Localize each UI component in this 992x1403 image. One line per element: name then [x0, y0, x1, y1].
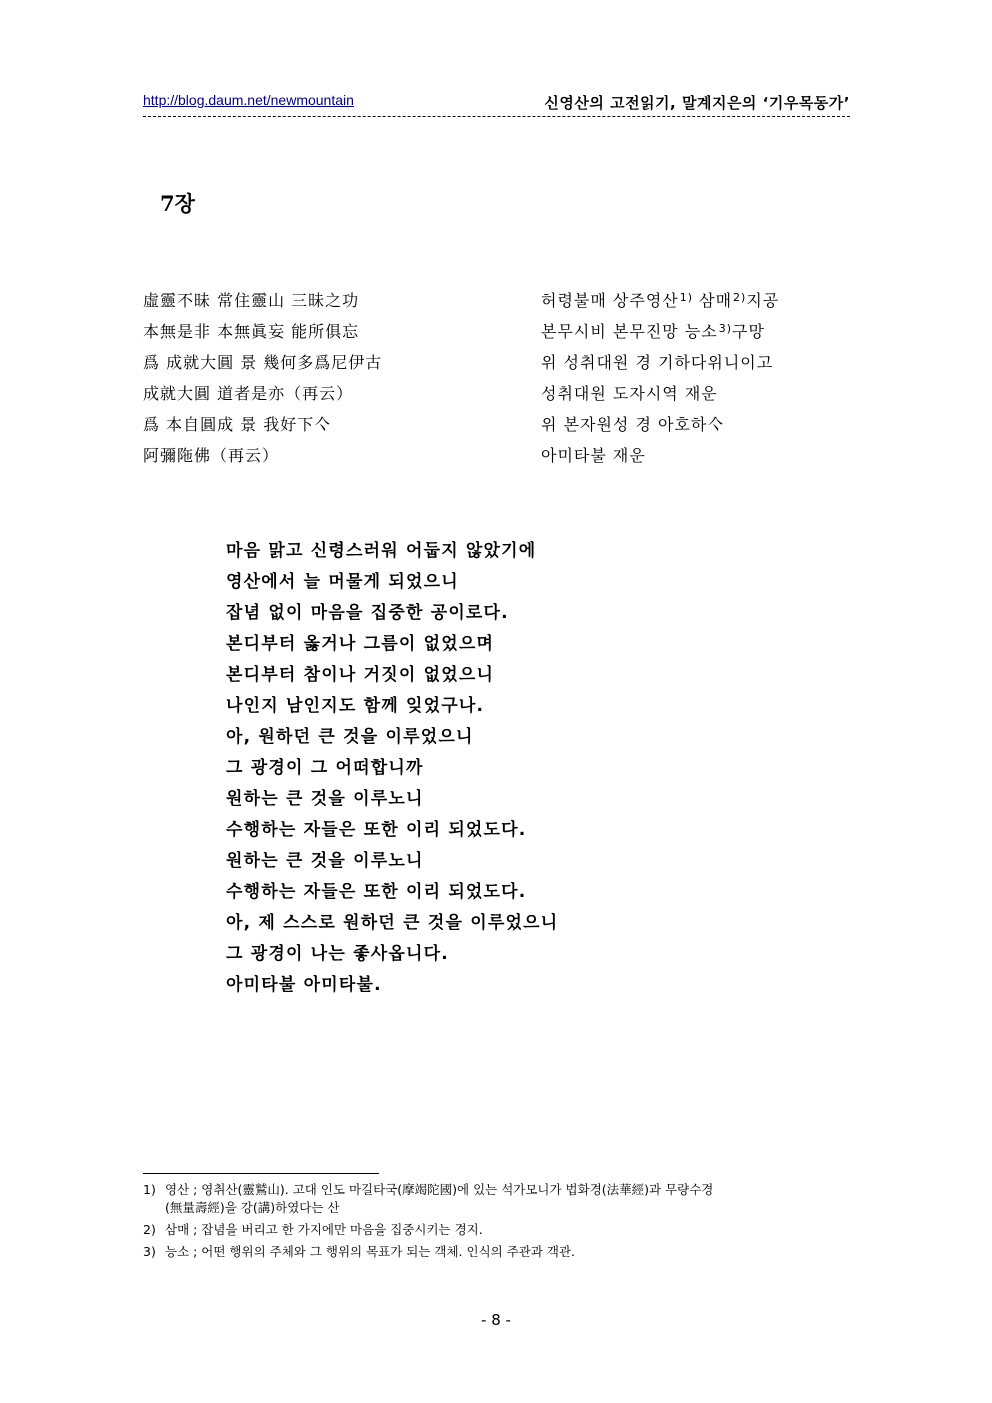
footnote-reference: 1): [679, 291, 694, 304]
footnote-continuation: (無量壽經)을 강(講)하였다는 산: [165, 1200, 340, 1215]
footnote-text: 삼매 ; 잡념을 버리고 한 가지에만 마음을 집중시키는 경지.: [165, 1222, 483, 1237]
footnote-number: 2): [143, 1222, 156, 1237]
translation-line: 아미타불 아미타불.: [226, 975, 382, 995]
verse-hanja-line: 阿彌陁佛（再云）: [143, 446, 280, 465]
verse-hanja-line: 成就大圓 道者是亦（再云）: [143, 384, 354, 403]
verse-text: 삼매: [693, 291, 733, 310]
verse-hanja-line: 虛靈不昧 常住靈山 三昧之功: [143, 291, 360, 310]
footnote-list: [143, 1181, 855, 1265]
verse-hangul-line: [541, 321, 779, 352]
header-dashed-divider: [143, 116, 850, 117]
verse-hangul-line: 아미타불 재운: [541, 446, 646, 465]
translation-line: 수행하는 자들은 또한 이리 되었도다.: [226, 820, 527, 840]
footnote-number: 1): [143, 1182, 156, 1197]
verse-hangul-line: 위 본자원성 경 아호하亽: [541, 415, 725, 434]
footnote-item: [143, 1181, 855, 1217]
translation-line: 잡념 없이 마음을 집중한 공이로다.: [226, 603, 509, 623]
verse-hangul-line: [541, 290, 779, 321]
translation-line: 그 광경이 나는 좋사옵니다.: [226, 944, 449, 964]
footnote-reference: 3): [718, 322, 733, 335]
header-title: 신영산의 고전읽기, 말계지은의 ‘기우목동가’: [544, 94, 850, 112]
footnote-text: 영산 ; 영취산(靈鷲山). 고대 인도 마길타국(摩竭陀國)에 있는 석가모니가 법화경(法華經)과 무량수경: [165, 1182, 714, 1197]
translation-list: [226, 540, 558, 1005]
translation-line: 수행하는 자들은 또한 이리 되었도다.: [226, 882, 527, 902]
blog-url-link[interactable]: http://blog.daum.net/newmountain: [143, 92, 354, 108]
verse-text: 본무시비 본무진망 능소: [541, 322, 718, 341]
translation-line: 그 광경이 그 어떠합니까: [226, 758, 424, 778]
verse-text: 허령불매 상주영산: [541, 291, 679, 310]
translation-line: 나인지 남인지도 함께 잊었구나.: [226, 696, 485, 716]
footnote-number: 3): [143, 1244, 156, 1259]
verse-text: 지공: [746, 291, 780, 310]
verse-hanja-line: 爲 本自圓成 景 我好下亽: [143, 415, 332, 434]
translation-line: 원하는 큰 것을 이루노니: [226, 789, 424, 809]
page-number: - 8 -: [481, 1311, 511, 1329]
verse-hangul-list: [541, 290, 779, 476]
translation-line: 영산에서 늘 머물게 되었으니: [226, 572, 459, 592]
translation-line: 아, 제 스스로 원하던 큰 것을 이루었으니: [226, 913, 559, 933]
footnote-reference: 2): [733, 291, 747, 304]
footnote-item: [143, 1221, 855, 1239]
page-header: [143, 92, 850, 112]
verse-hanja-line: 本無是非 本無眞妄 能所俱忘: [143, 322, 360, 341]
footnote-text: 능소 ; 어떤 행위의 주체와 그 행위의 목표가 되는 객체. 인식의 주관과 객관.: [165, 1244, 576, 1259]
translation-line: 원하는 큰 것을 이루노니: [226, 851, 424, 871]
verse-hanja-list: [143, 290, 382, 476]
footnote-item: [143, 1243, 855, 1261]
translation-line: 본디부터 옳거나 그름이 없었으며: [226, 634, 495, 654]
verse-hanja-line: 爲 成就大圓 景 幾何多爲尼伊古: [143, 353, 383, 372]
verse-hangul-line: 위 성취대원 경 기하다위니이고: [541, 353, 774, 372]
chapter-title: 7장: [160, 191, 195, 216]
translation-line: 아, 원하던 큰 것을 이루었으니: [226, 727, 474, 747]
verse-text: 구망: [732, 322, 765, 341]
verse-hangul-line: 성취대원 도자시역 재운: [541, 384, 718, 403]
translation-line: 마음 맑고 신령스러워 어둡지 않았기에: [226, 541, 537, 561]
translation-line: 본디부터 참이나 거짓이 없었으니: [226, 665, 495, 685]
footnote-divider: [143, 1173, 379, 1174]
